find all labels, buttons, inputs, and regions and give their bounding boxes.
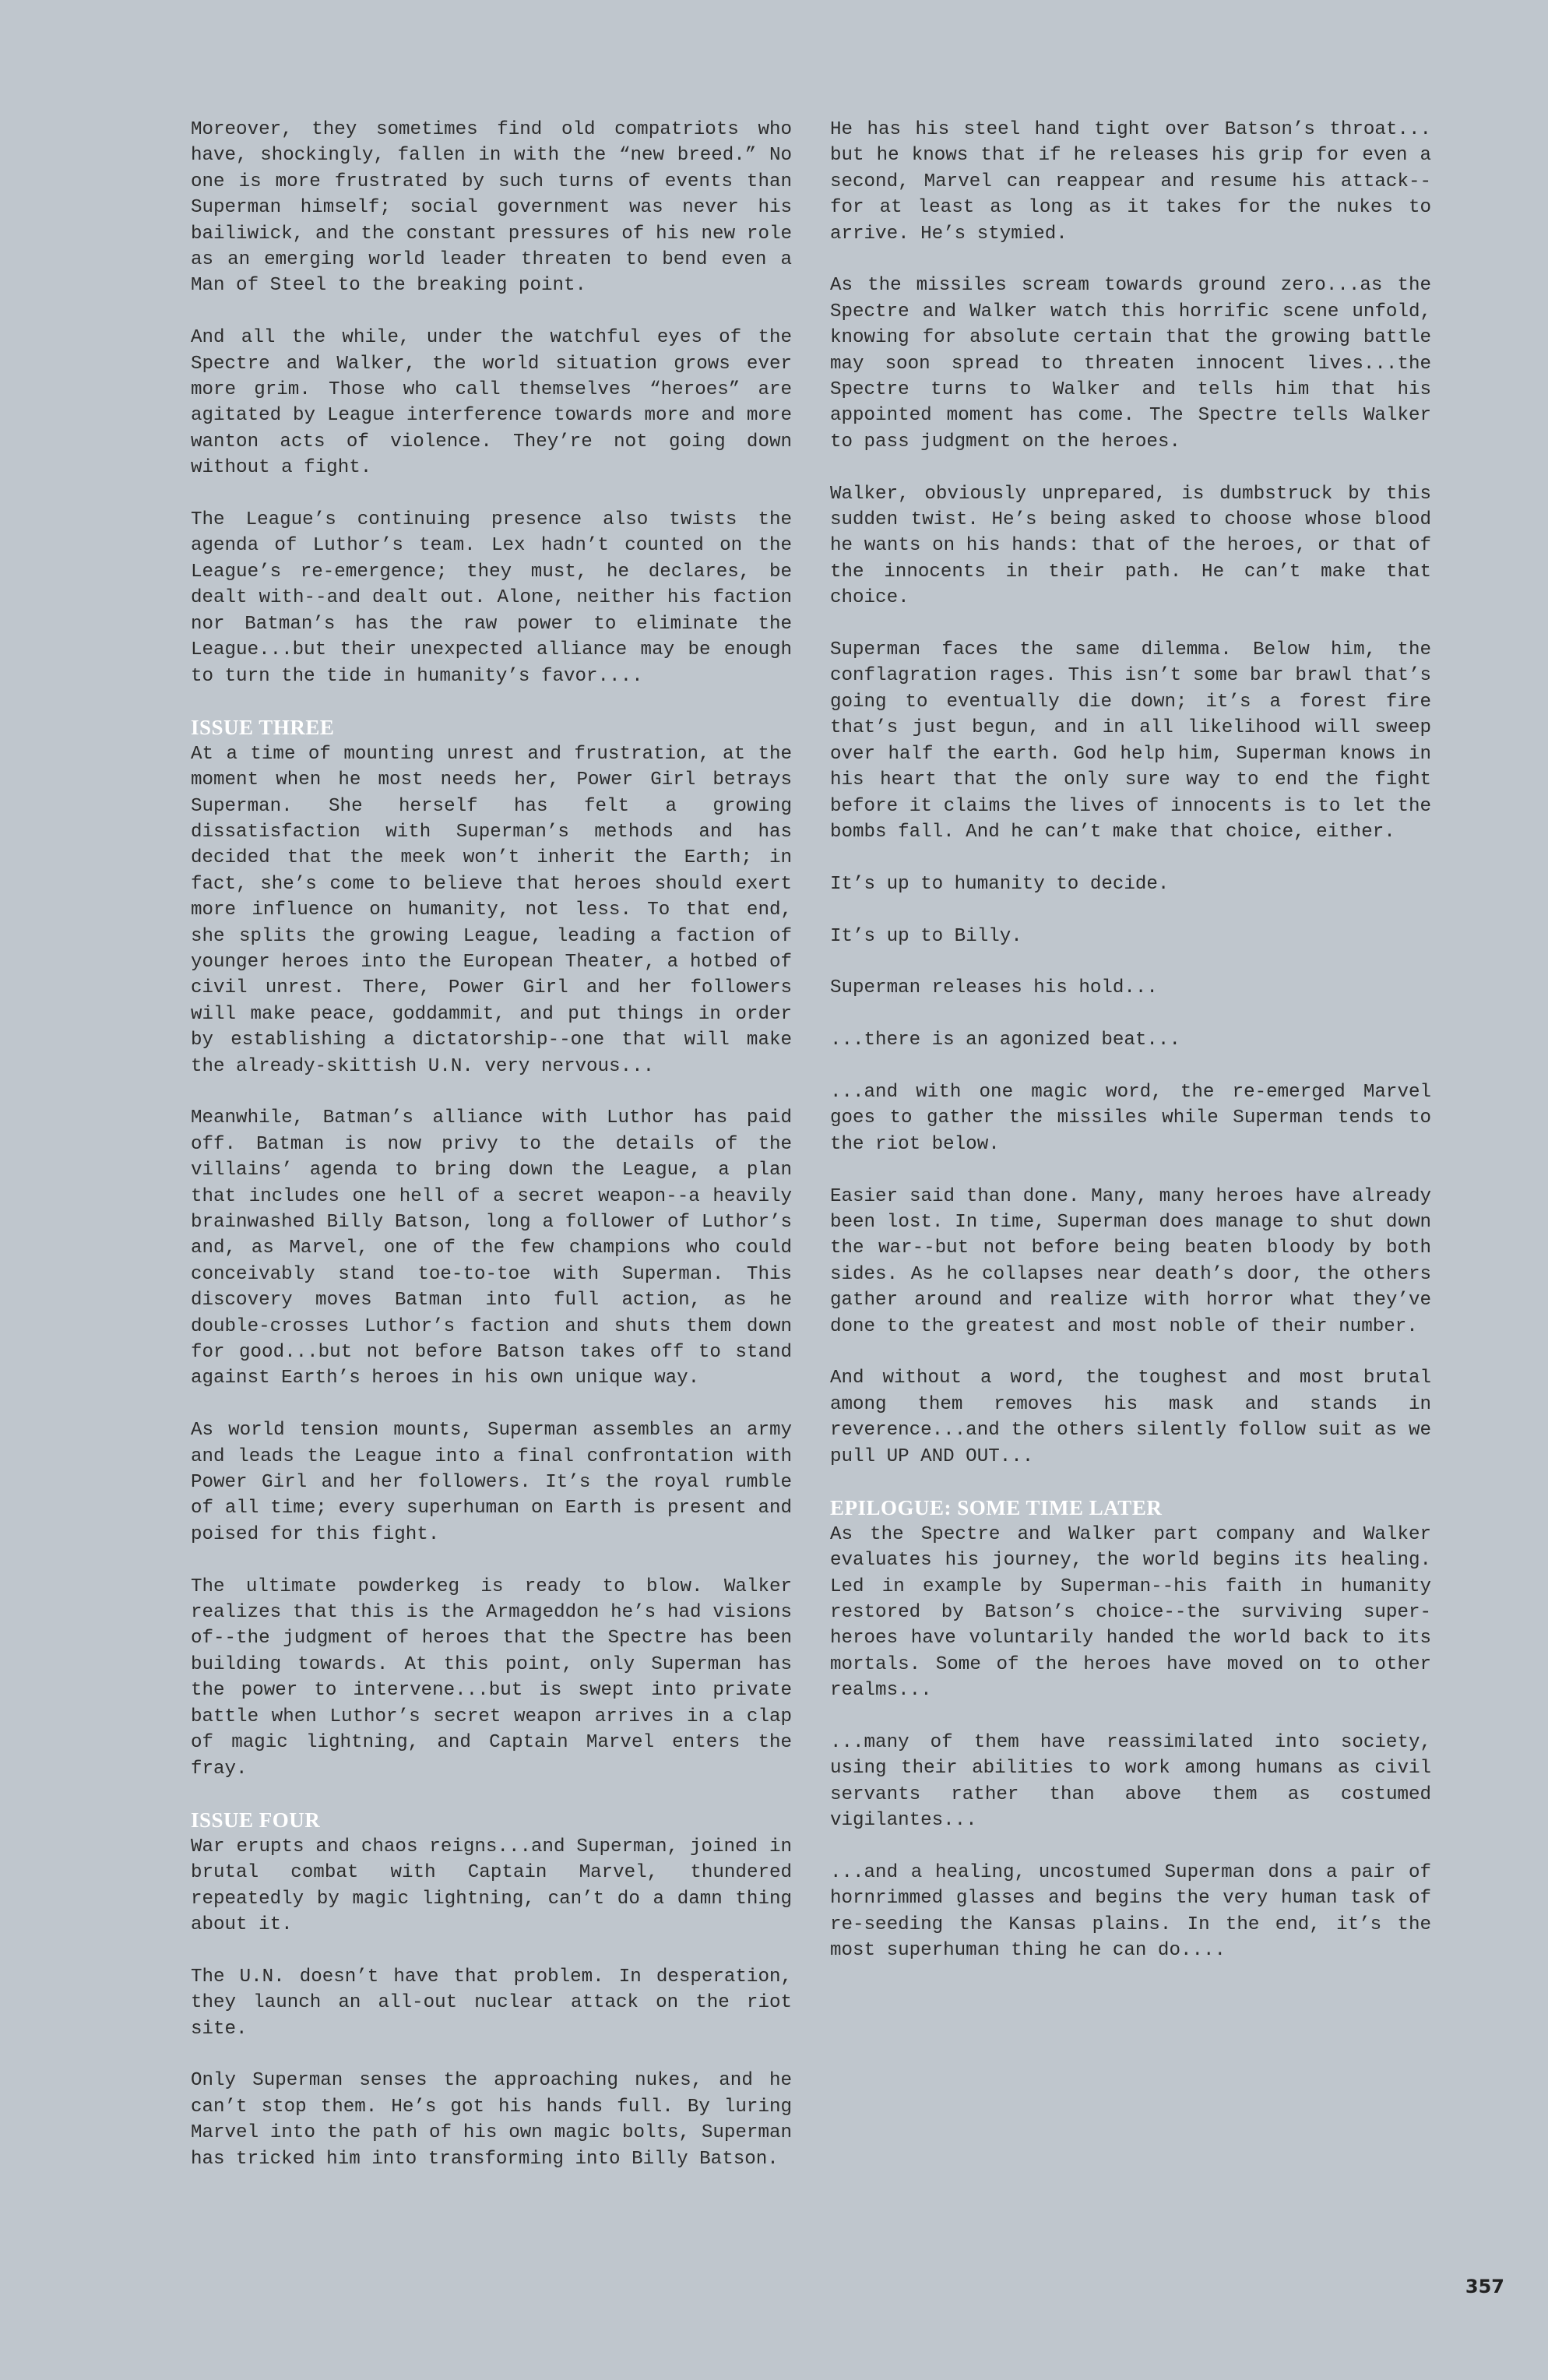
paragraph: At a time of mounting unrest and frustration, at the moment when he most needs her, Power Girl betrays Superman. She herself has felt a growing dissatisfaction with Superman’s methods and has decided that the meek won’t inherit the Earth; in fact, she’s come to believe that heroes should exert more influence on humanity, not less. To that end, she splits the growing League, leading a faction of younger heroes into the European Theater, a hotbed of civil unrest. There, Power Girl and her followers will make peace, goddammit, and put things in order by establishing a dictatorship--one that will make the already-skittish U.N. very nervous... xyxy=(191,743,792,1077)
paragraph: It’s up to humanity to decide. xyxy=(830,873,1170,895)
paragraph: ...many of them have reassimilated into society, using their abilities to work among humans as civil servants rather than above them as costumed vigilantes... xyxy=(830,1732,1431,1832)
paragraph: The U.N. doesn’t have that problem. In desperation, they launch an all-out nuclear attack on the riot site. xyxy=(191,1966,792,2040)
paragraph: ...there is an agonized beat... xyxy=(830,1030,1180,1051)
paragraph: The League’s continuing presence also twists the agenda of Luthor’s team. Lex hadn’t counted on the League’s re-emergence; they must, he declares, be dealt with--and dealt out. Alone, neither his faction nor Batman’s has the raw power to eliminate the League...but their unexpected alliance may be enough to turn the tide in humanity’s favor.... xyxy=(191,509,792,687)
right-column xyxy=(830,117,1431,1990)
paragraph: Moreover, they sometimes find old compatriots who have, shockingly, fallen in with the “new breed.” No one is more frustrated by such turns of events than Superman himself; social government was never his bailiwick, and the constant pressures of his new role as an emerging world leader threaten to bend even a Man of Steel to the breaking point. xyxy=(191,119,792,297)
paragraph: Only Superman senses the approaching nukes, and he can’t stop them. He’s got his hands full. By luring Marvel into the path of his own magic bolts, Superman has tricked him into transforming into Billy Batson. xyxy=(191,2070,792,2170)
paragraph: The ultimate powderkeg is ready to blow. Walker realizes that this is the Armageddon he’s had visions of--the judgment of heroes that the Spectre has been building towards. At this point, only Superman has the power to intervene...but is swept into private battle when Luthor’s secret weapon arrives in a clap of magic lightning, and Captain Marvel enters the fray. xyxy=(191,1576,792,1780)
paragraph: As the missiles scream towards ground zero...as the Spectre and Walker watch this horrific scene unfold, knowing for absolute certain that the growing battle may soon spread to threaten innocent lives...the Spectre turns to Walker and tells him that his appointed moment has come. The Spectre tells Walker to pass judgment on the heroes. xyxy=(830,275,1431,452)
paragraph: Superman releases his hold... xyxy=(830,977,1158,999)
paragraph: Walker, obviously unprepared, is dumbstruck by this sudden twist. He’s being asked to choose whose blood he wants on his hands: that of the heroes, or that of the innocents in their path. He can’t make that choice. xyxy=(830,483,1431,609)
paragraph: Meanwhile, Batman’s alliance with Luthor has paid off. Batman is now privy to the details of the villains’ agenda to bring down the League, a plan that includes one hell of a secret weapon--a heavily brainwashed Billy Batson, long a follower of Luthor’s and, as Marvel, one of the few champions who could conceivably stand toe-to-toe with Superman. This discovery moves Batman into full action, as he double-crosses Luthor’s faction and shuts them down for good...but not before Batson takes off to stand against Earth’s heroes in his own unique way. xyxy=(191,1107,792,1389)
paragraph: ...and with one magic word, the re-emerged Marvel goes to gather the missiles while Superman tends to the riot below. xyxy=(830,1081,1431,1155)
paragraph: It’s up to Billy. xyxy=(830,925,1022,947)
section-heading-issue-four: ISSUE FOUR xyxy=(191,1808,321,1833)
paragraph: And without a word, the toughest and most brutal among them removes his mask and stands in reverence...and the others silently follow suit as we pull UP AND OUT... xyxy=(830,1368,1431,1467)
paragraph: And all the while, under the watchful eyes of the Spectre and Walker, the world situation grows ever more grim. Those who call themselves “heroes” are agitated by League interference towards more and more wanton acts of violence. They’re not going down without a fight. xyxy=(191,327,792,479)
page-number: 357 xyxy=(1465,2276,1504,2297)
paragraph: Superman faces the same dilemma. Below him, the conflagration rages. This isn’t some bar brawl that’s going to eventually die down; it’s a forest fire that’s just begun, and in all likelihood will sweep over half the earth. God help him, Superman knows in his heart that the only sure way to end the fight before it claims the lives of innocents is to let the bombs fall. And he can’t make that choice, either. xyxy=(830,639,1431,843)
paragraph: As world tension mounts, Superman assembles an army and leads the League into a final confrontation with Power Girl and her followers. It’s the royal rumble of all time; every superhuman on Earth is present and poised for this fight. xyxy=(191,1420,792,1545)
paragraph: Easier said than done. Many, many heroes have already been lost. In time, Superman does manage to shut down the war--but not before being beaten bloody by both sides. As he collapses near death’s door, the others gather around and realize with horror what they’ve done to the greatest and most noble of their number. xyxy=(830,1185,1431,1337)
paragraph: ...and a healing, uncostumed Superman dons a pair of hornrimmed glasses and begins the very human task of re-seeding the Kansas plains. In the end, it’s the most superhuman thing he can do.... xyxy=(830,1862,1431,1962)
section-heading-issue-three: ISSUE THREE xyxy=(191,716,335,740)
section-heading-epilogue: EPILOGUE: SOME TIME LATER xyxy=(830,1496,1163,1520)
paragraph: He has his steel hand tight over Batson’s throat... but he knows that if he releases his grip for even a second, Marvel can reappear and resume his attack--for at least as long as it takes for the nukes to arrive. He’s stymied. xyxy=(830,119,1431,245)
paragraph: War erupts and chaos reigns...and Superman, joined in brutal combat with Captain Marvel, thundered repeatedly by magic lightning, can’t do a damn thing about it. xyxy=(191,1836,792,1935)
left-column xyxy=(191,117,792,2198)
paragraph: As the Spectre and Walker part company and Walker evaluates his journey, the world begins its healing. Led in example by Superman--his faith in humanity restored by Batson’s choice--the surviving super-heroes have voluntarily handed the world back to its mortals. Some of the heroes have moved on to other realms... xyxy=(830,1523,1431,1702)
